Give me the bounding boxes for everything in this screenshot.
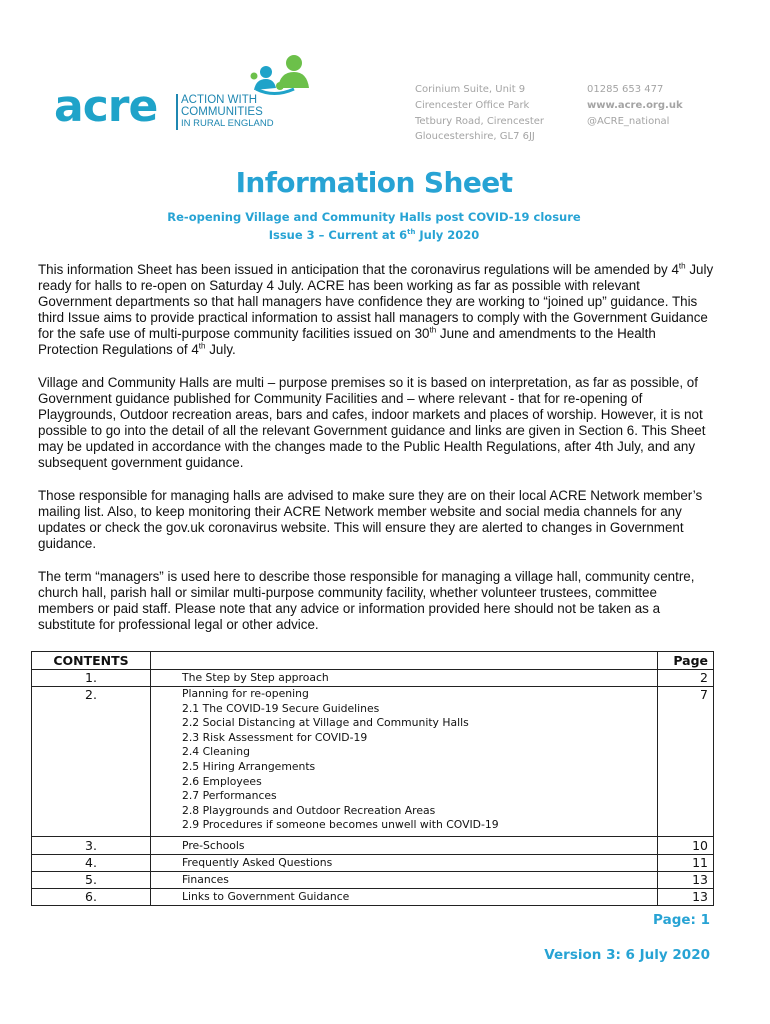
section-number: 2. [32, 687, 151, 837]
intro-paragraph: This information Sheet has been issued in anticipation that the coronavirus regulations will be amended by 4th July ready for halls to re-open on Saturday 4 July. ACRE has been working as far as possible with relevant Government departments so that hall managers have confidence they are working to “joined up” guidance. This third Issue aims to provide practical information to assist hall managers to comply with the Government Guidance for the safe use of multi-purpose community facilities issued on 30th June and amendments to the Health Protection Regulations of 4th July. [38, 261, 714, 357]
twitter-handle[interactable]: @ACRE_national [587, 115, 670, 127]
subsection-item[interactable]: 2.1 The COVID-19 Secure Guidelines [182, 701, 380, 715]
tagline-line2: COMMUNITIES [181, 106, 263, 118]
section-title[interactable]: Finances [151, 872, 658, 889]
page-column-heading: Page [658, 652, 714, 670]
phone-number: 01285 653 477 [587, 84, 664, 95]
section-page: 11 [658, 855, 714, 872]
subsection-item[interactable]: 2.9 Procedures if someone becomes unwell with COVID-19 [182, 818, 499, 832]
contents-title-column-header [151, 652, 658, 670]
subsection-item[interactable]: 2.8 Playgrounds and Outdoor Recreation Areas [182, 803, 436, 817]
contact-details [587, 82, 683, 129]
subsection-item[interactable]: 2.6 Employees [182, 774, 262, 788]
acre-tagline [176, 94, 274, 130]
section-title[interactable]: Links to Government Guidance [151, 889, 658, 906]
section-title[interactable]: The Step by Step approach [151, 670, 658, 687]
page-number: Page: 1 [653, 912, 710, 928]
contents-table [31, 651, 714, 906]
section-page: 13 [658, 889, 714, 906]
section-title[interactable]: Pre-Schools [151, 837, 658, 855]
section-title[interactable]: Frequently Asked Questions [151, 855, 658, 872]
mailing-list-paragraph: Those responsible for managing halls are advised to make sure they are on their local ACRE Network member’s mailing list. Also, to keep monitoring their ACRE Network member website and social media channels for any updates or check the gov.uk coronavirus website. This will ensure they are alerted to changes in Government guidance. [38, 488, 703, 551]
acre-wordmark: acre [54, 81, 158, 132]
website-link[interactable]: www.acre.org.uk [587, 99, 683, 111]
contents-row[interactable] [32, 855, 714, 872]
section-title[interactable]: Planning for re-opening [182, 687, 309, 700]
section-number: 1. [32, 670, 151, 687]
address-line: Tetbury Road, Cirencester [415, 115, 545, 127]
section-number: 3. [32, 837, 151, 855]
subtitle: Re-opening Village and Community Halls post COVID-19 closure [167, 210, 581, 224]
subsection-item[interactable]: 2.7 Performances [182, 789, 277, 803]
section-number: 6. [32, 889, 151, 906]
section-page: 2 [658, 670, 714, 687]
page-title: Information Sheet [235, 166, 513, 199]
section-number: 4. [32, 855, 151, 872]
contents-heading: CONTENTS [32, 652, 151, 670]
tagline-line3: IN RURAL ENGLAND [181, 118, 274, 129]
subsection-item[interactable]: 2.4 Cleaning [182, 745, 250, 759]
contents-header-row [32, 652, 714, 670]
subsection-item[interactable]: 2.5 Hiring Arrangements [182, 759, 316, 773]
contents-row[interactable] [32, 670, 714, 687]
managers-definition-paragraph: The term “managers” is used here to describe those responsible for managing a village hall, community centre, church hall, parish hall or similar multi-purpose community facility, whether volunteer trustees, committee members or paid staff. Please note that any advice or information provided here should not be taken as a substitute for professional legal or other advice. [38, 569, 695, 632]
contents-row[interactable] [32, 837, 714, 855]
subsection-item[interactable]: 2.2 Social Distancing at Village and Community Halls [182, 716, 469, 730]
section-page: 13 [658, 872, 714, 889]
contents-row[interactable] [32, 687, 714, 837]
tagline-line1: ACTION WITH [181, 94, 258, 106]
version-label: Version 3: 6 July 2020 [544, 947, 710, 963]
scope-paragraph: Village and Community Halls are multi – purpose premises so it is based on interpretation, as far as possible, of Government guidance published for Community Facilities and – where relevant - that for re-opening of Playgrounds, Outdoor recreation areas, bars and cafes, indoor markets and places of worship. However, it is not possible to go into the detail of all the relevant Government guidance and links are given in Section 6. This Sheet may be updated in accordance with the changes made to the Public Health Regulations, after 4th July, and any subsequent government guidance. [38, 375, 706, 470]
section-page: 7 [658, 687, 714, 837]
contents-row[interactable] [32, 872, 714, 889]
postal-address [415, 82, 544, 145]
section-number: 5. [32, 872, 151, 889]
section-page: 10 [658, 837, 714, 855]
issue-line: Issue 3 – Current at 6th July 2020 [268, 228, 480, 242]
section-title-with-subitems[interactable] [151, 687, 658, 837]
address-line: Cirencester Office Park [415, 99, 530, 111]
subsection-item[interactable]: 2.3 Risk Assessment for COVID-19 [182, 730, 368, 744]
contents-row[interactable] [32, 889, 714, 906]
address-line: Corinium Suite, Unit 9 [415, 84, 526, 95]
acre-logo [54, 52, 294, 136]
address-line: Gloucestershire, GL7 6JJ [415, 131, 535, 143]
